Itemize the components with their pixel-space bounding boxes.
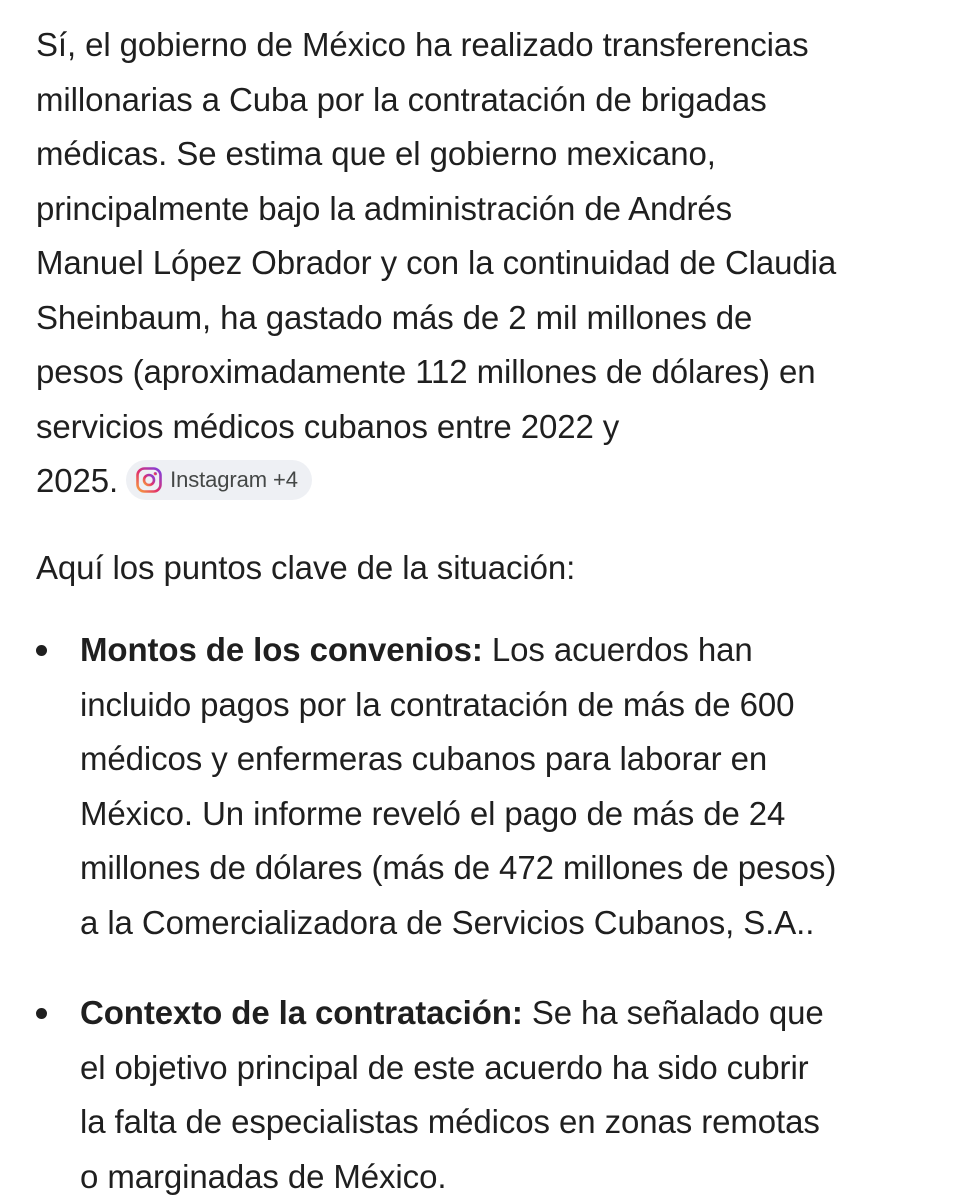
bullet-line: el objetivo principal de este acuerdo ha sido cubrir: [80, 1041, 926, 1096]
intro-last-text: 2025.: [36, 462, 118, 499]
intro-line: médicas. Se estima que el gobierno mexicano,: [36, 127, 926, 182]
intro-paragraph: [36, 18, 926, 509]
source-chip[interactable]: [126, 460, 312, 500]
bullet-first-line: [80, 986, 926, 1041]
bullet-text: [80, 623, 926, 950]
bullet-line: la falta de especialistas médicos en zonas remotas: [80, 1095, 926, 1150]
response-content: [36, 18, 926, 1204]
intro-line: Sí, el gobierno de México ha realizado transferencias: [36, 18, 926, 73]
bullet-title: Contexto de la contratación:: [80, 994, 523, 1031]
key-points-list: [36, 623, 926, 1204]
intro-line: millonarias a Cuba por la contratación de brigadas: [36, 73, 926, 128]
bullet-icon: [36, 645, 47, 656]
list-item: [36, 623, 926, 950]
list-item: [36, 986, 926, 1204]
bullet-line: millones de dólares (más de 472 millones de pesos): [80, 841, 926, 896]
section-heading: Aquí los puntos clave de la situación:: [36, 541, 926, 596]
bullet-icon: [36, 1008, 47, 1019]
bullet-line: o marginadas de México.: [80, 1150, 926, 1204]
intro-line: principalmente bajo la administración de Andrés: [36, 182, 926, 237]
instagram-icon: [136, 467, 162, 493]
bullet-title: Montos de los convenios:: [80, 631, 483, 668]
bullet-first-line-rest: Se ha señalado que: [523, 994, 824, 1031]
intro-line: Manuel López Obrador y con la continuidad de Claudia: [36, 236, 926, 291]
bullet-first-line-rest: Los acuerdos han: [483, 631, 753, 668]
bullet-line: incluido pagos por la contratación de más de 600: [80, 678, 926, 733]
bullet-first-line: [80, 623, 926, 678]
bullet-line: médicos y enfermeras cubanos para laborar en: [80, 732, 926, 787]
intro-line: pesos (aproximadamente 112 millones de dólares) en: [36, 345, 926, 400]
bullet-text: [80, 986, 926, 1204]
bullet-line: a la Comercializadora de Servicios Cubanos, S.A..: [80, 896, 926, 951]
source-chip-label: Instagram +4: [170, 460, 298, 500]
bullet-line: México. Un informe reveló el pago de más de 24: [80, 787, 926, 842]
intro-line: servicios médicos cubanos entre 2022 y: [36, 400, 926, 455]
intro-line: Sheinbaum, ha gastado más de 2 mil millones de: [36, 291, 926, 346]
intro-last-line: [36, 454, 926, 509]
